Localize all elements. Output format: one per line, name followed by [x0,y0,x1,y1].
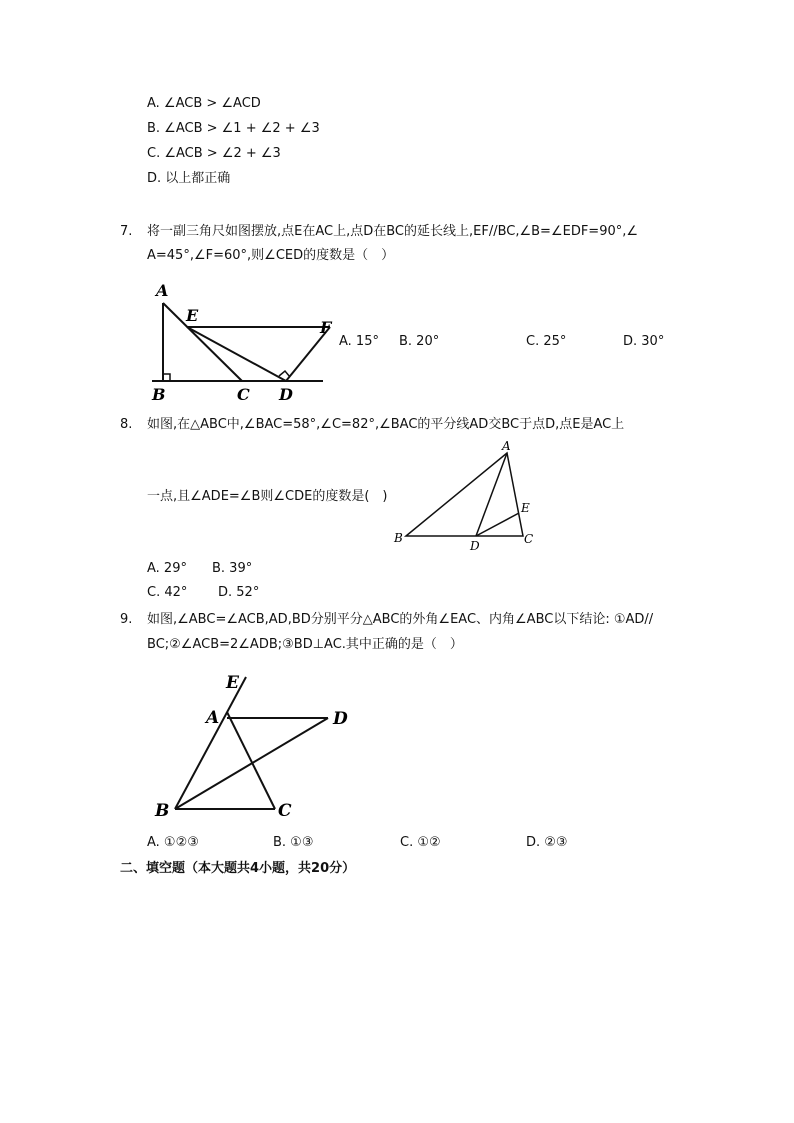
q7-option-c: C. 25° [526,334,567,349]
q9-option-b: B. ①③ [273,835,314,850]
q7-option-b: B. 20° [399,334,440,349]
q7-number: 7. [120,224,133,239]
q7-figure [140,278,340,403]
q9-option-c: C. ①② [400,835,441,850]
q9-option-d: D. ②③ [526,835,568,850]
prev-option-d: D. 以上都正确 [147,171,231,186]
q9-label-b: B [155,801,170,821]
q8-label-d: D [470,539,480,553]
q7-stem-line1: 将一副三角尺如图摆放,点E在AC上,点D在BC的延长线上,EF//BC,∠B=∠EDF=90°,∠ [147,224,639,239]
q8-stem-line2: 一点,且∠ADE=∠B则∠CDE的度数是( ) [147,489,388,504]
q9-number: 9. [120,612,133,627]
q7-option-d: D. 30° [623,334,665,349]
q8-label-b: B [394,531,403,545]
q8-label-a: A [502,439,511,453]
q8-label-e: E [521,501,530,515]
q8-stem-line1: 如图,在△ABC中,∠BAC=58°,∠C=82°,∠BAC的平分线AD交BC于点D,点E是AC上 [147,417,625,432]
q8-option-b: B. 39° [212,561,253,576]
q9-stem-line1: 如图,∠ABC=∠ACB,AD,BD分别平分△ABC的外角∠EAC、内角∠ABC以下结论: ①AD// [147,612,654,627]
prev-option-c: C. ∠ACB > ∠2 + ∠3 [147,146,281,161]
q9-stem-line2: BC;②∠ACB=2∠ADB;③BD⊥AC.其中正确的是（ ） [147,637,463,652]
q9-label-e: E [226,673,239,693]
q8-figure [390,438,540,553]
prev-option-a: A. ∠ACB > ∠ACD [147,96,261,111]
q7-label-f: F [320,318,332,337]
q8-label-c: C [524,532,534,546]
q8-option-c: C. 42° [147,585,188,600]
q9-label-c: C [278,801,292,821]
q9-option-a: A. ①②③ [147,835,199,850]
q7-label-c: C [237,385,250,403]
q9-label-a: A [206,708,220,728]
prev-option-b: B. ∠ACB > ∠1 + ∠2 + ∠3 [147,121,320,136]
section-2-heading: 二、填空题（本大题共4小题，共20分） [120,861,356,876]
q7-label-d: D [279,385,293,403]
q9-figure [150,670,360,822]
q7-option-a: A. 15° [339,334,379,349]
q7-stem-line2: A=45°,∠F=60°,则∠CED的度数是（ ） [147,248,395,263]
q7-label-b: B [152,385,166,403]
q8-option-d: D. 52° [218,585,260,600]
q9-label-d: D [333,709,348,729]
q7-label-e: E [186,306,199,325]
q8-option-a: A. 29° [147,561,187,576]
q8-number: 8. [120,417,133,432]
q7-label-a: A [156,281,169,300]
